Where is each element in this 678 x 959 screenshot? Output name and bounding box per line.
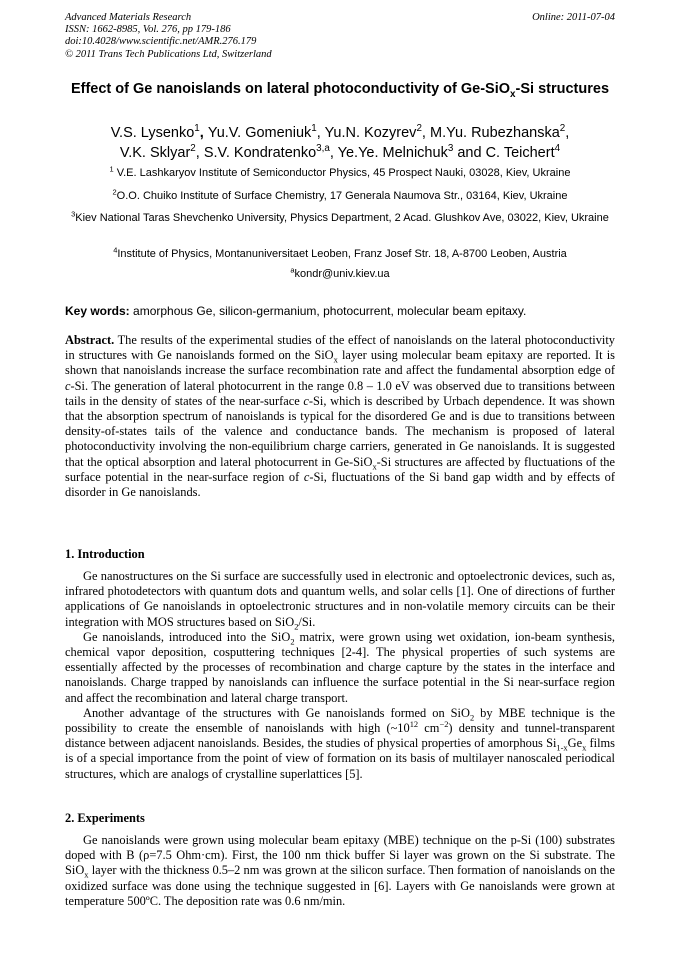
author: M.Yu. Rubezhanska$^2$: [429, 123, 566, 141]
copyright: © 2011 Trans Tech Publications Ltd, Switzerland: [65, 48, 272, 60]
affiliation: $^4$Institute of Physics, Montanuniversitaet Leoben, Franz Josef Str. 18, A-8700 Leoben, Austria: [113, 245, 567, 260]
keywords: Key words: amorphous Ge, silicon-germanium, photocurrent, molecular beam epitaxy.: [65, 304, 527, 318]
author: V.K. Sklyar$^2$: [119, 143, 196, 161]
doi: doi:10.4028/www.scientific.net/AMR.276.179: [65, 36, 257, 48]
paragraph: Ge nanoislands were grown using molecular beam epitaxy (MBE) technique on the p-Si (100) substrates doped with B (ρ=7.5 Ohm·cm). First, the 100 nm thick buffer Si layer was grown on the Si substrate. The SiO$_x$ layer with the thickness 0.5–2 nm was grown at the silicon surface. Then formation of nanoislands on the oxidized surface was done using the technique suggested in [6]. Layers with Ge nanoislands were grown at temperature 500ºC. The deposition rate was 0.6 nm/min.: [65, 833, 615, 908]
paper-title: Effect of Ge nanoislands on lateral photoconductivity of Ge-SiO$_x$-Si structures: [70, 81, 610, 100]
abstract: Abstract. The results of the experimental studies of the effect of nanoislands on the lateral photoconductivity in structures with Ge nanoislands formed on the SiO$_x$ layer using molecular beam epitaxy are reported. It is shown that nanoislands increase the surface recombination rate and affect the fundamental absorption edge of c-Si. The generation of lateral photocurrent in the range 0.8 – 1.0 eV was observed due to transitions between tails in the density of states of the near-surface c-Si, which is described by Urbach dependence. It was shown that the absorption spectrum of nanoislands is typical for the disordered Ge and is due to transitions between density-of-states tails of the valence and conductance bands. The mechanism is proposed of lateral photoconductivity involving the non-equilibrium charge carriers, generated in Ge nanoislands. It is suggested that the optical absorption and lateral photocurrent in Ge-SiO$_x$-Si structures are affected by fluctuations of the surface potential in the near-surface region of c-Si, fluctuations of the Si band gap width and by effects of disorder in Ge nanoislands.: [65, 333, 616, 500]
affiliation: $^2$O.O. Chuiko Institute of Surface Chemistry, 17 Generala Naumova Str., 03164, Kiev, Ukraine: [112, 187, 568, 202]
author: Ye.Ye. Melnichuk$^3$: [337, 143, 454, 161]
paragraph: Another advantage of the structures with Ge nanoislands formed on SiO$_2$ by MBE technique is the possibility to create the ensemble of nanoislands with high ($\sim 10^{12}$ $cm^{-2}$) density and tunnel-transparent distance between adjacent nanoislands. Besides, the studies of physical properties of amorphous $Si_{1-x}Ge_x$ films is of a special importance from the point of view of formation on its basis of multilayer nanoscaled periodical structures, which are analogs of crystalline superlattices [5].: [65, 705, 615, 781]
author: C. Teichert$^4$: [485, 143, 561, 161]
author-list: V.S. Lysenko$^1$, Yu.V. Gomeniuk$^1$, Yu.N. Kozyrev$^2$, M.Yu. Rubezhanska$^2$, V.K. Sklyar$^2$, S.V. Kondratenko$^{3,a}$, Ye.Ye. Melnichuk$^3$ and C. Teichert$^4$: [110, 123, 570, 161]
affiliation: $^3$Kiev National Taras Shevchenko University, Physics Department, 2 Acad. Glushkov Ave, 03022, Kiev, Ukraine: [71, 209, 609, 224]
author: Yu.N. Kozyrev$^2$: [324, 123, 422, 141]
section-heading: 1. Introduction: [65, 547, 145, 561]
section-heading: 2. Experiments: [65, 811, 145, 825]
online-date: Online: 2011-07-04: [532, 12, 615, 23]
journal-name: Advanced Materials Research: [65, 12, 192, 23]
author: S.V. Kondratenko$^{3,a}$: [203, 143, 330, 161]
affiliation: $^1$ V.E. Lashkaryov Institute of Semiconductor Physics, 45 Prospect Nauki, 03028, Kiev, Ukraine: [109, 164, 571, 179]
author: V.S. Lysenko$^1$: [110, 123, 200, 141]
paragraph: Ge nanoislands, introduced into the SiO$_2$ matrix, were grown using wet oxidation, ion-beam synthesis, chemical vapor deposition, cosputtering techniques [2-4]. The physical properties of such systems are essentially affected by the processes of recombination and charge capture by the states in the interface and nanoislands. Charge trapped by nanoislands can influence the surface potential in the Si near-surface region and affect the recombination and lateral charge transport.: [65, 629, 615, 705]
issn: ISSN: 1662-8985, Vol. 276, pp 179-186: [65, 24, 231, 36]
journal-info: [65, 12, 272, 61]
author: Yu.V. Gomeniuk$^1$: [207, 123, 317, 141]
section-experiments-body: [65, 833, 615, 909]
paragraph: Ge nanostructures on the Si surface are successfully used in electronic and optoelectronic devices, such as, infrared photodetectors with quantum dots and quantum wells, and solar cells [1]. One of directions of further applications of Ge nanoislands in optoelectronic structures and in non-volatile memory circuits can be their integration with MOS structures based on SiO$_2$/Si.: [65, 569, 615, 632]
corresponding-email: $^a$kondr@univ.kiev.ua: [290, 265, 390, 280]
section-introduction-body: [65, 569, 615, 782]
